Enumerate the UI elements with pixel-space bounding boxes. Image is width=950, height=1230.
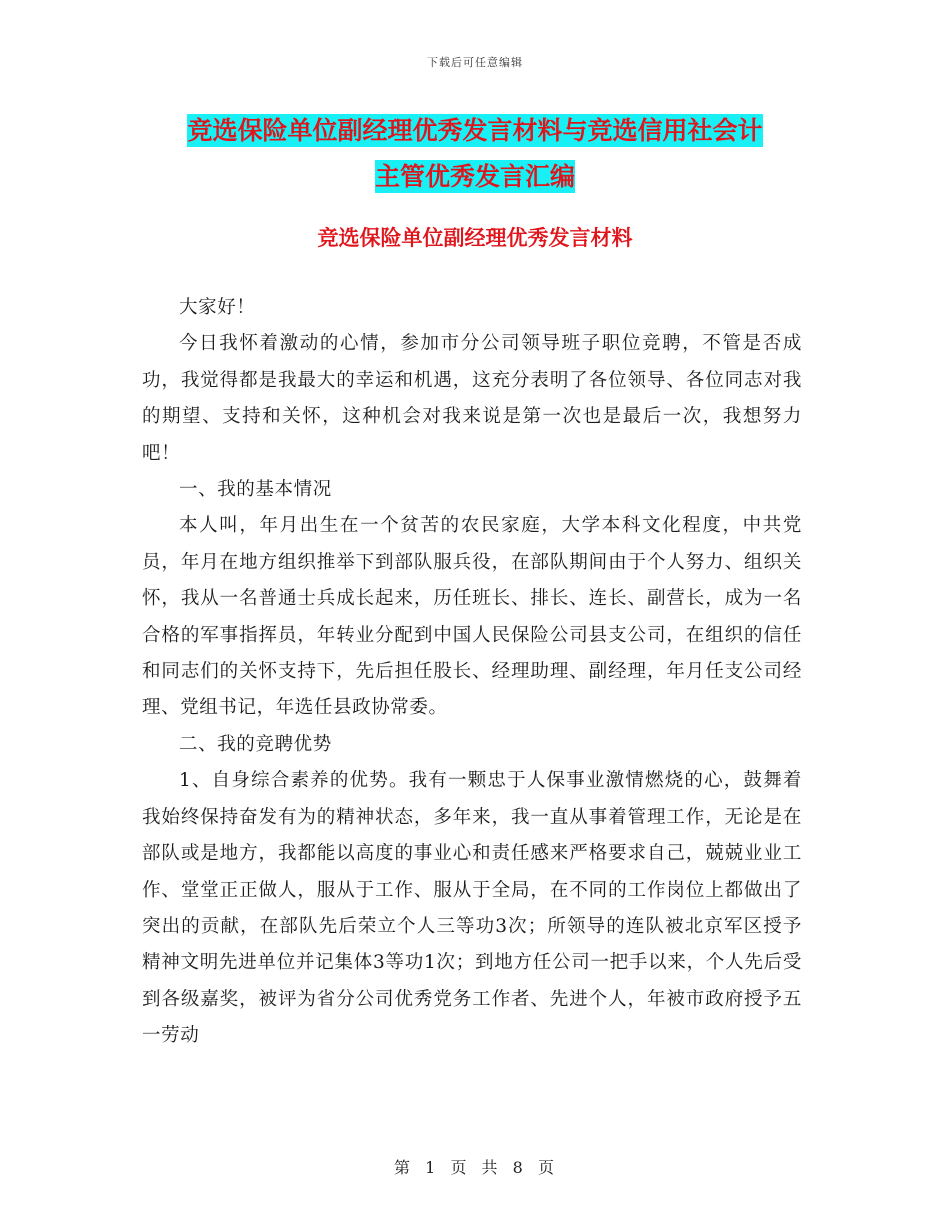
title-line-2: 主管优秀发言汇编: [374, 162, 575, 191]
paragraph: 本人叫，年月出生在一个贫苦的农民家庭，大学本科文化程度，中共党员，年月在地方组织推举下到部队服兵役，在部队期间由于个人努力、组织关怀，我从一名普通士兵成长起来，历任班长、排长、连长、副营长，成为一名合格的军事指挥员，年转业分配到中国人民保险公司县支公司，在组织的信任和同志们的关怀支持下，先后担任股长、经理助理、副经理，年月任支公司经理、党组书记，年选任县政协常委。: [142, 515, 802, 719]
page-number: 1: [425, 1158, 438, 1177]
paragraph: 二、我的竞聘优势: [179, 733, 332, 755]
paragraph: 大家好！: [179, 297, 256, 318]
footer-total-prefix: 共: [481, 1158, 500, 1177]
section-title: 竞选保险单位副经理优秀发言材料: [317, 225, 633, 250]
body-text: [142, 290, 802, 1055]
paragraph: 今日我怀着激动的心情，参加市分公司领导班子职位竞聘，不管是否成功，我觉得都是我最大的幸运和机遇，这充分表明了各位领导、各位同志对我的期望、支持和关怀，这种机会对我来说是第一次也是最后一次，我想努力吧！: [142, 333, 802, 464]
footer-total-suffix: 页: [537, 1158, 556, 1177]
page-footer: [0, 1155, 950, 1178]
document-title: [0, 108, 950, 200]
total-pages: 8: [512, 1158, 525, 1177]
footer-page-suffix: 页: [450, 1158, 469, 1177]
title-line-1: 竞选保险单位副经理优秀发言材料与竞选信用社会计: [187, 116, 763, 145]
paragraph: 一、我的基本情况: [179, 479, 332, 501]
footer-prefix: 第: [394, 1158, 413, 1177]
header-note: 下载后可任意编辑: [427, 56, 523, 69]
paragraph: 1、自身综合素养的优势。我有一颗忠于人保事业激情燃烧的心，鼓舞着我始终保持奋发有为的精神状态，多年来，我一直从事着管理工作，无论是在部队或是地方，我都能以高度的事业心和责任感来严格要求自己，兢兢业业工作、堂堂正正做人，服从于工作、服从于全局，在不同的工作岗位上都做出了突出的贡献，在部队先后荣立个人三等功3次；所领导的连队被北京军区授予精神文明先进单位并记集体3等功1次；到地方任公司一把手以来，个人先后受到各级嘉奖，被评为省分公司优秀党务工作者、先进个人，年被市政府授予五一劳动: [142, 770, 802, 1047]
